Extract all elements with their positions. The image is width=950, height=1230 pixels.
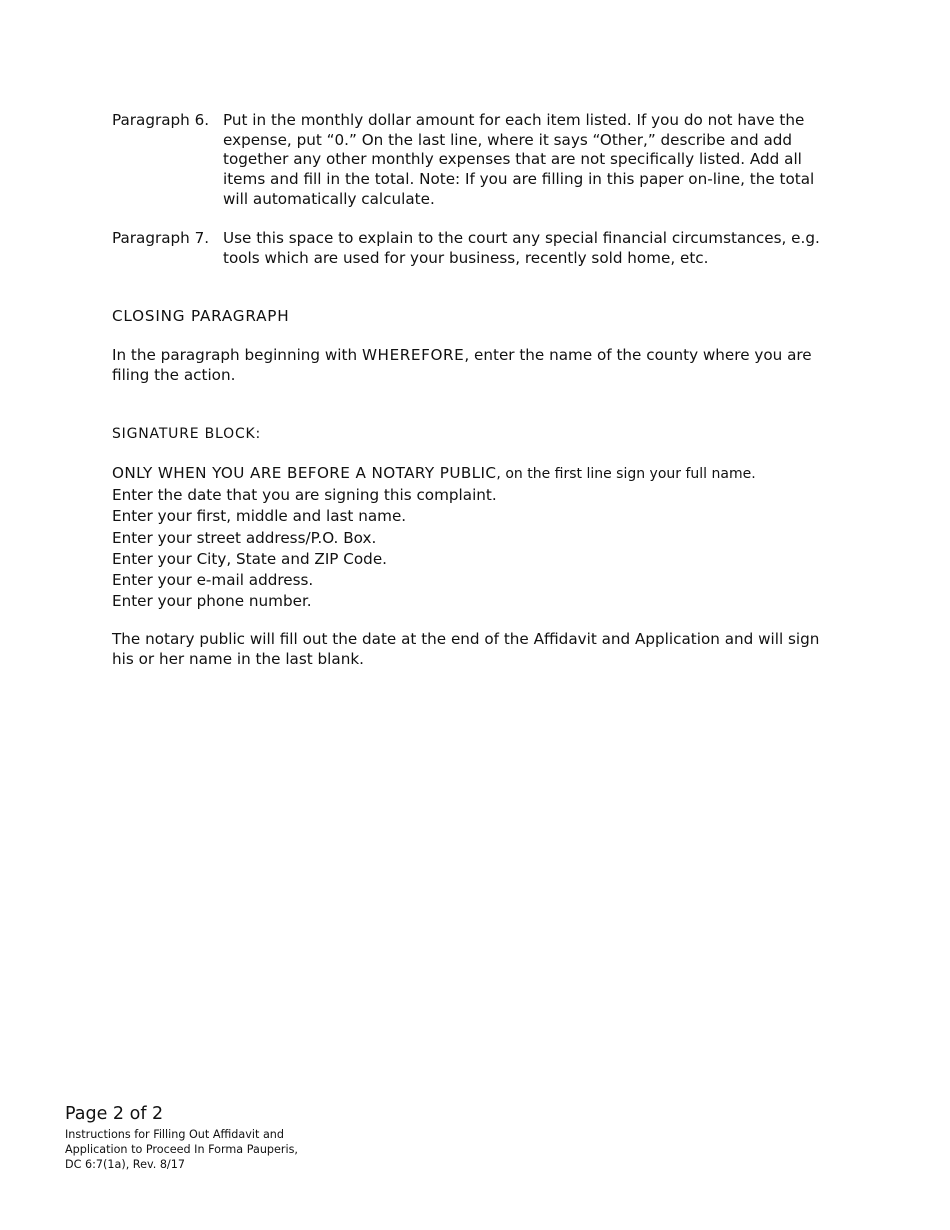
signature-line-name: Enter your first, middle and last name. (112, 507, 407, 526)
paragraph-7-label: Paragraph 7. (112, 229, 210, 247)
signature-line-city: Enter your City, State and ZIP Code. (112, 549, 387, 568)
notary-public-note: The notary public will fill out the date at the end of the Affidavit and Application and will sign his or her name in the last blank. (112, 630, 820, 668)
signature-line-date: Enter the date that you are signing this complaint. (112, 486, 497, 505)
notary-sign-suffix: , on the first line sign your full name. (496, 466, 756, 482)
form-footer-line: Instructions for Filling Out Affidavit and (65, 1128, 284, 1141)
form-footer-line: Application to Proceed In Forma Pauperis, (65, 1143, 298, 1157)
closing-text-suffix: , enter the name of the county where you are filing the action. (112, 346, 812, 384)
notary-sign-prefix: ONLY WHEN YOU ARE BEFORE A NOTARY PUBLIC (112, 464, 497, 482)
closing-text-prefix: In the paragraph beginning with (112, 346, 362, 364)
closing-paragraph-text (112, 346, 842, 385)
signature-line-phone: Enter your phone number. (112, 592, 312, 611)
notary-sign-line (112, 463, 842, 485)
paragraph-6-text: Put in the monthly dollar amount for each item listed. If you do not have the expense, put “0.” On the last line, where it says “Other,” describe and add together any other monthly expenses that are not specifically listed. Add all items and fill in the total. Note: If you are filling in this paper on-line, the total will automatically calculate. (223, 111, 815, 208)
page-number: Page 2 of 2 (65, 1104, 164, 1124)
paragraph-7-text: Use this space to explain to the court any special financial circumstances, e.g. tools which are used for your business, recently sold home, etc. (223, 229, 820, 267)
form-footer-line: DC 6:7(1a), Rev. 8/17 (65, 1158, 185, 1172)
paragraph-7-instruction (112, 229, 842, 268)
signature-line-address: Enter your street address/P.O. Box. (112, 528, 377, 547)
signature-instructions (112, 463, 842, 612)
wherefore-keyword: WHEREFORE (361, 346, 465, 364)
signature-block-heading: SIGNATURE BLOCK: (112, 426, 262, 442)
signature-line-email: Enter your e-mail address. (112, 571, 314, 590)
paragraph-6-instruction (112, 111, 842, 210)
closing-paragraph-heading: CLOSING PARAGRAPH (112, 307, 290, 325)
paragraph-6-label: Paragraph 6. (112, 111, 210, 129)
form-footer (65, 1127, 298, 1173)
